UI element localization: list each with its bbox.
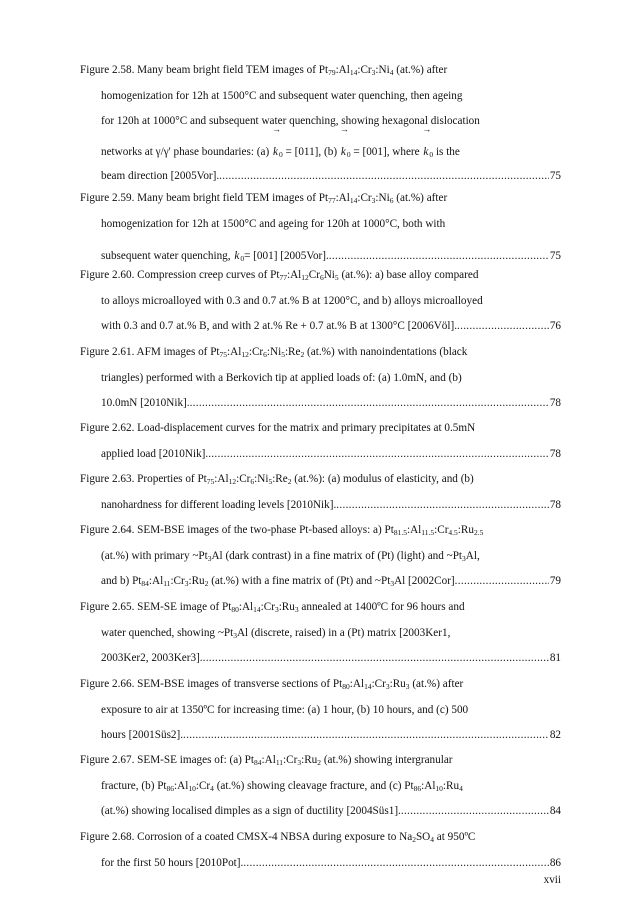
entry-line: Figure 2.66. SEM-BSE images of transverse sections of $Pt_{80}:Al_{14}:Cr_3:Ru_3$ (at.%) after: [80, 678, 464, 691]
page-footer-number: xvii: [543, 874, 561, 886]
toc-entry-figure-2-65[interactable]: [80, 595, 561, 672]
entry-line: Figure 2.67. SEM-SE images of: (a) $Pt_{84}:Al_{11}:Cr_3:Ru_2$ (at.%) showing intergranular: [80, 754, 453, 767]
k-vector-symbol: → k: [272, 135, 279, 169]
entry-line: Figure 2.59. Many beam bright field TEM images of $Pt_{77}:Al_{14}:Cr_3:Ni_6$ (at.%) after: [80, 192, 448, 205]
dot-leader: [208, 442, 549, 468]
entry-line: fracture, (b) $Pt_{86}:Al_{10}:Cr_4$ (at.%) showing cleavage fracture, and (c) $Pt_{86}:Al_{10}:Ru_4$: [101, 779, 463, 793]
page-number: 76: [549, 320, 561, 333]
entry-line: for 120h at 1000°C and subsequent water quenching, showing hexagonal dislocation: [101, 115, 480, 128]
dot-leader: [457, 314, 549, 340]
entry-line: networks at γ/γ' phase boundaries: $(a) \to k_0 = [011]$, $(b) \to k_0 = [001]$, where → $k_0$ is the: [80, 135, 561, 164]
page-number: 75: [549, 250, 561, 263]
toc-entry-figure-2-59[interactable]: [80, 186, 561, 268]
entry-line: homogenization for 12h at 1500°C and ageing for 120h at 1000°C, both with: [101, 217, 446, 230]
page-number: 79: [549, 575, 561, 588]
entry-line: for the first 50 hours [2010Pot]. ..... 86: [80, 851, 561, 877]
dot-leader: [203, 646, 549, 672]
entry-line: homogenization for 12h at 1500°C and subsequent water quenching, then ageing: [101, 89, 463, 102]
page-number: 86: [549, 856, 561, 869]
entry-line: exposure to air at 1350ºC for increasing time: (a) 1 hour, (b) 10 hours, and (c) 500: [101, 703, 469, 716]
dot-leader: [183, 723, 549, 749]
entry-line: Figure 2.62. Load-displacement curves for the matrix and primary precipitates at 0.5mN: [80, 422, 476, 434]
toc-entry-figure-2-66[interactable]: [80, 672, 561, 749]
entry-line: Figure 2.64. SEM-BSE images of the two-phase Pt-based alloys: a) $Pt_{81.5}:Al_{11.5}:Cr_{4.5}:Ru_{2.5}$: [80, 524, 484, 537]
entry-line: to alloys microalloyed with 0.3 and 0.7 at.% B at 1200°C, and b) alloys microalloyed: [101, 294, 483, 307]
toc-entry-figure-2-68[interactable]: [80, 825, 561, 876]
entry-line: (at.%) with primary $\sim Pt_3Al$ (dark contrast) in a fine matrix of (Pt) (light) and $\sim Pt_3Al$,: [101, 549, 480, 563]
entry-line: beam direction [2005Vor]. ..... 75: [80, 164, 561, 190]
entry-line: Figure 2.60. Compression creep curves of $Pt_{77}:Al_{12}Cr_6Ni_5$ (at.%): a) base alloy compared: [80, 269, 479, 282]
dot-leader: [243, 851, 548, 877]
entry-line: triangles) performed with a Berkovich tip at applied loads of: (a) 1.0mN, and (b): [101, 371, 462, 384]
entry-line: applied load [2010Nik]. ..... 78: [80, 442, 561, 468]
toc-entry-figure-2-58[interactable]: [80, 58, 561, 189]
entry-line: Figure 2.58. Many beam bright field TEM images of $Pt_{79}:Al_{14}:Cr_3:Ni_4$ (at.%) after: [80, 64, 448, 77]
entry-line: 10.0mN [2010Nik]. ..... 78: [80, 391, 561, 417]
page-number: 82: [549, 729, 561, 742]
k-vector-symbol: → k: [340, 135, 347, 169]
entry-line: hours [2001Süs2]. ..... 82: [80, 723, 561, 749]
dot-leader: [455, 569, 549, 595]
page-number: 81: [549, 652, 561, 665]
entry-line: water quenched, showing $\sim Pt_3Al$ (discrete, raised) in a (Pt) matrix [2003Ker1,: [101, 626, 451, 640]
dot-leader: [190, 391, 549, 417]
page-number: 84: [549, 805, 561, 818]
toc-entry-figure-2-67[interactable]: [80, 748, 561, 825]
entry-line: 2003Ker2, 2003Ker3]. ..... 81: [80, 646, 561, 672]
k-vector-symbol: → k: [422, 135, 429, 169]
toc-entry-figure-2-62[interactable]: [80, 416, 561, 467]
toc-entry-figure-2-60[interactable]: [80, 263, 561, 340]
toc-entry-figure-2-61[interactable]: [80, 340, 561, 417]
dot-leader: [401, 799, 549, 825]
entry-line: Figure 2.68. Corrosion of a coated CMSX-4 NBSA during exposure to $Na_2SO_4$ at 950ºC: [80, 831, 476, 844]
dot-leader: [336, 493, 549, 519]
entry-line: subsequent water quenching, → $k_0= [001]$ [2005Vor]. ..... 75: [80, 237, 561, 268]
entry-line: Figure 2.63. Properties of $Pt_{75}:Al_{12}:Cr_6:Ni_5:Re_2$ (at.%): (a) modulus of elasticity, and (b): [80, 473, 474, 486]
entry-line: with 0.3 and 0.7 at.% B, and with 2 at.% Re + 0.7 at.% B at 1300°C [2006Völ]. ..... 76: [80, 314, 561, 340]
page-number: 78: [549, 498, 561, 511]
page-number: 75: [549, 169, 561, 182]
page-number: 78: [549, 447, 561, 460]
entry-line: nanohardness for different loading levels [2010Nik]. ..... 78: [80, 493, 561, 519]
toc-entry-figure-2-64[interactable]: [80, 518, 561, 595]
entry-line: and b) $Pt_{84}:Al_{11}:Cr_3:Ru_2$ (at.%) with a fine matrix of (Pt) and $\sim Pt_3Al$ [2002Cor] ..... 79: [80, 569, 561, 595]
page-number: 78: [549, 397, 561, 410]
entry-line: Figure 2.61. AFM images of $Pt_{75}:Al_{12}:Cr_6:Ni_5:Re_2$ (at.%) with nanoindentations (black: [80, 346, 468, 359]
k-vector-symbol: → k: [233, 237, 240, 275]
entry-line: (at.%) showing localised dimples as a sign of ductility [2004Süs1]. ..... 84: [80, 799, 561, 825]
entry-line: Figure 2.65. SEM-SE image of $Pt_{80}:Al_{14}:Cr_3:Ru_3$ annealed at 1400ºC for 96 hours and: [80, 601, 465, 614]
toc-entry-figure-2-63[interactable]: [80, 467, 561, 518]
